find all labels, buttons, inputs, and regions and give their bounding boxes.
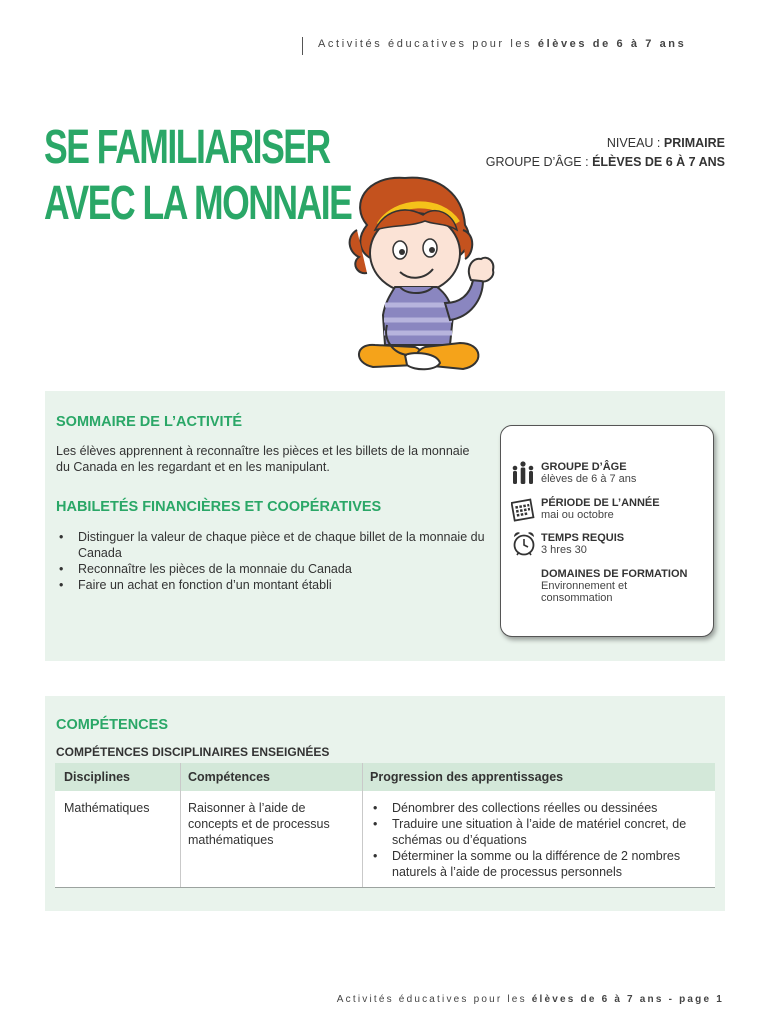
- table-bottom-rule: [55, 887, 715, 888]
- time-value: 3 hres 30: [541, 544, 587, 556]
- info-time: [541, 532, 624, 556]
- age-group-value: ÉLÈVES DE 6 À 7 ANS: [592, 155, 725, 169]
- footer-emphasis: élèves de 6 à 7 ans - page 1: [531, 994, 724, 1005]
- people-icon: [511, 460, 535, 486]
- list-item: • Traduire une situation à l’aide de matériel concret, de schémas ou d’équations: [370, 816, 700, 848]
- list-item: • Dénombrer des collections réelles ou dessinées: [370, 800, 700, 816]
- alarm-clock-icon: [511, 530, 537, 558]
- age-group-label: GROUPE D’ÂGE :: [485, 155, 593, 169]
- competences-title: COMPÉTENCES: [56, 717, 168, 733]
- header-emphasis: élèves de 6 à 7 ans: [537, 38, 687, 50]
- skills-list: [56, 529, 488, 593]
- age-group-value: élèves de 6 à 7 ans: [541, 473, 637, 485]
- domains-heading: DOMAINES DE FORMATION: [541, 568, 688, 580]
- summary-text: Les élèves apprennent à reconnaître les pièces et les billets de la monnaie du Canada en les regardant et en les manipulant.: [56, 444, 470, 474]
- footer-prefix: Activités éducatives pour les: [336, 994, 527, 1005]
- header-prefix: Activités éducatives pour les: [318, 38, 533, 50]
- calendar-icon: [511, 496, 535, 522]
- skills-title: HABILETÉS FINANCIÈRES ET COOPÉRATIVES: [56, 499, 382, 515]
- list-item: • Déterminer la somme ou la différence de 2 nombres naturels à l’aide de processus personnels: [370, 848, 700, 880]
- list-item: • Faire un achat en fonction d’un montant établi: [56, 577, 488, 593]
- column-header-disciplines: Disciplines: [64, 770, 130, 784]
- period-heading: PÉRIODE DE L’ANNÉE: [541, 497, 660, 509]
- title-line-1: SE FAMILIARISER: [44, 121, 330, 174]
- info-card: [500, 425, 714, 637]
- column-header-progression: Progression des apprentissages: [370, 770, 564, 784]
- list-item: • Distinguer la valeur de chaque pièce et de chaque billet de la monnaie du Canada: [56, 529, 488, 561]
- table-cell-discipline: Mathématiques: [64, 801, 150, 815]
- info-period: [541, 497, 660, 521]
- table-cell-competence: Raisonner à l’aide de concepts et de processus mathématiques: [188, 801, 330, 847]
- info-domains: [541, 568, 688, 604]
- level-line: [486, 134, 725, 153]
- title-line-2: AVEC LA MONNAIE: [44, 177, 352, 230]
- period-value: mai ou octobre: [541, 509, 614, 521]
- header-title: [318, 38, 686, 50]
- column-divider: [362, 763, 363, 887]
- domains-value: Environnement et consommation: [541, 580, 628, 604]
- time-heading: TEMPS REQUIS: [541, 532, 625, 544]
- header-divider: [302, 37, 303, 55]
- level-info: [486, 134, 725, 172]
- info-age-group: [541, 461, 636, 485]
- girl-illustration: [345, 175, 505, 380]
- list-item: • Reconnaître les pièces de la monnaie du Canada: [56, 561, 488, 577]
- level-label: NIVEAU :: [606, 136, 664, 150]
- column-divider: [180, 763, 181, 887]
- table-cell-progression: [370, 800, 700, 880]
- page-title: [44, 120, 351, 232]
- column-header-competences: Compétences: [188, 770, 270, 784]
- age-group-line: [486, 153, 725, 172]
- page-footer: [337, 994, 724, 1005]
- level-value: PRIMAIRE: [663, 136, 725, 150]
- age-group-heading: GROUPE D’ÂGE: [541, 461, 627, 473]
- summary-title: SOMMAIRE DE L’ACTIVITÉ: [56, 414, 243, 430]
- competences-subtitle: COMPÉTENCES DISCIPLINAIRES ENSEIGNÉES: [56, 745, 330, 759]
